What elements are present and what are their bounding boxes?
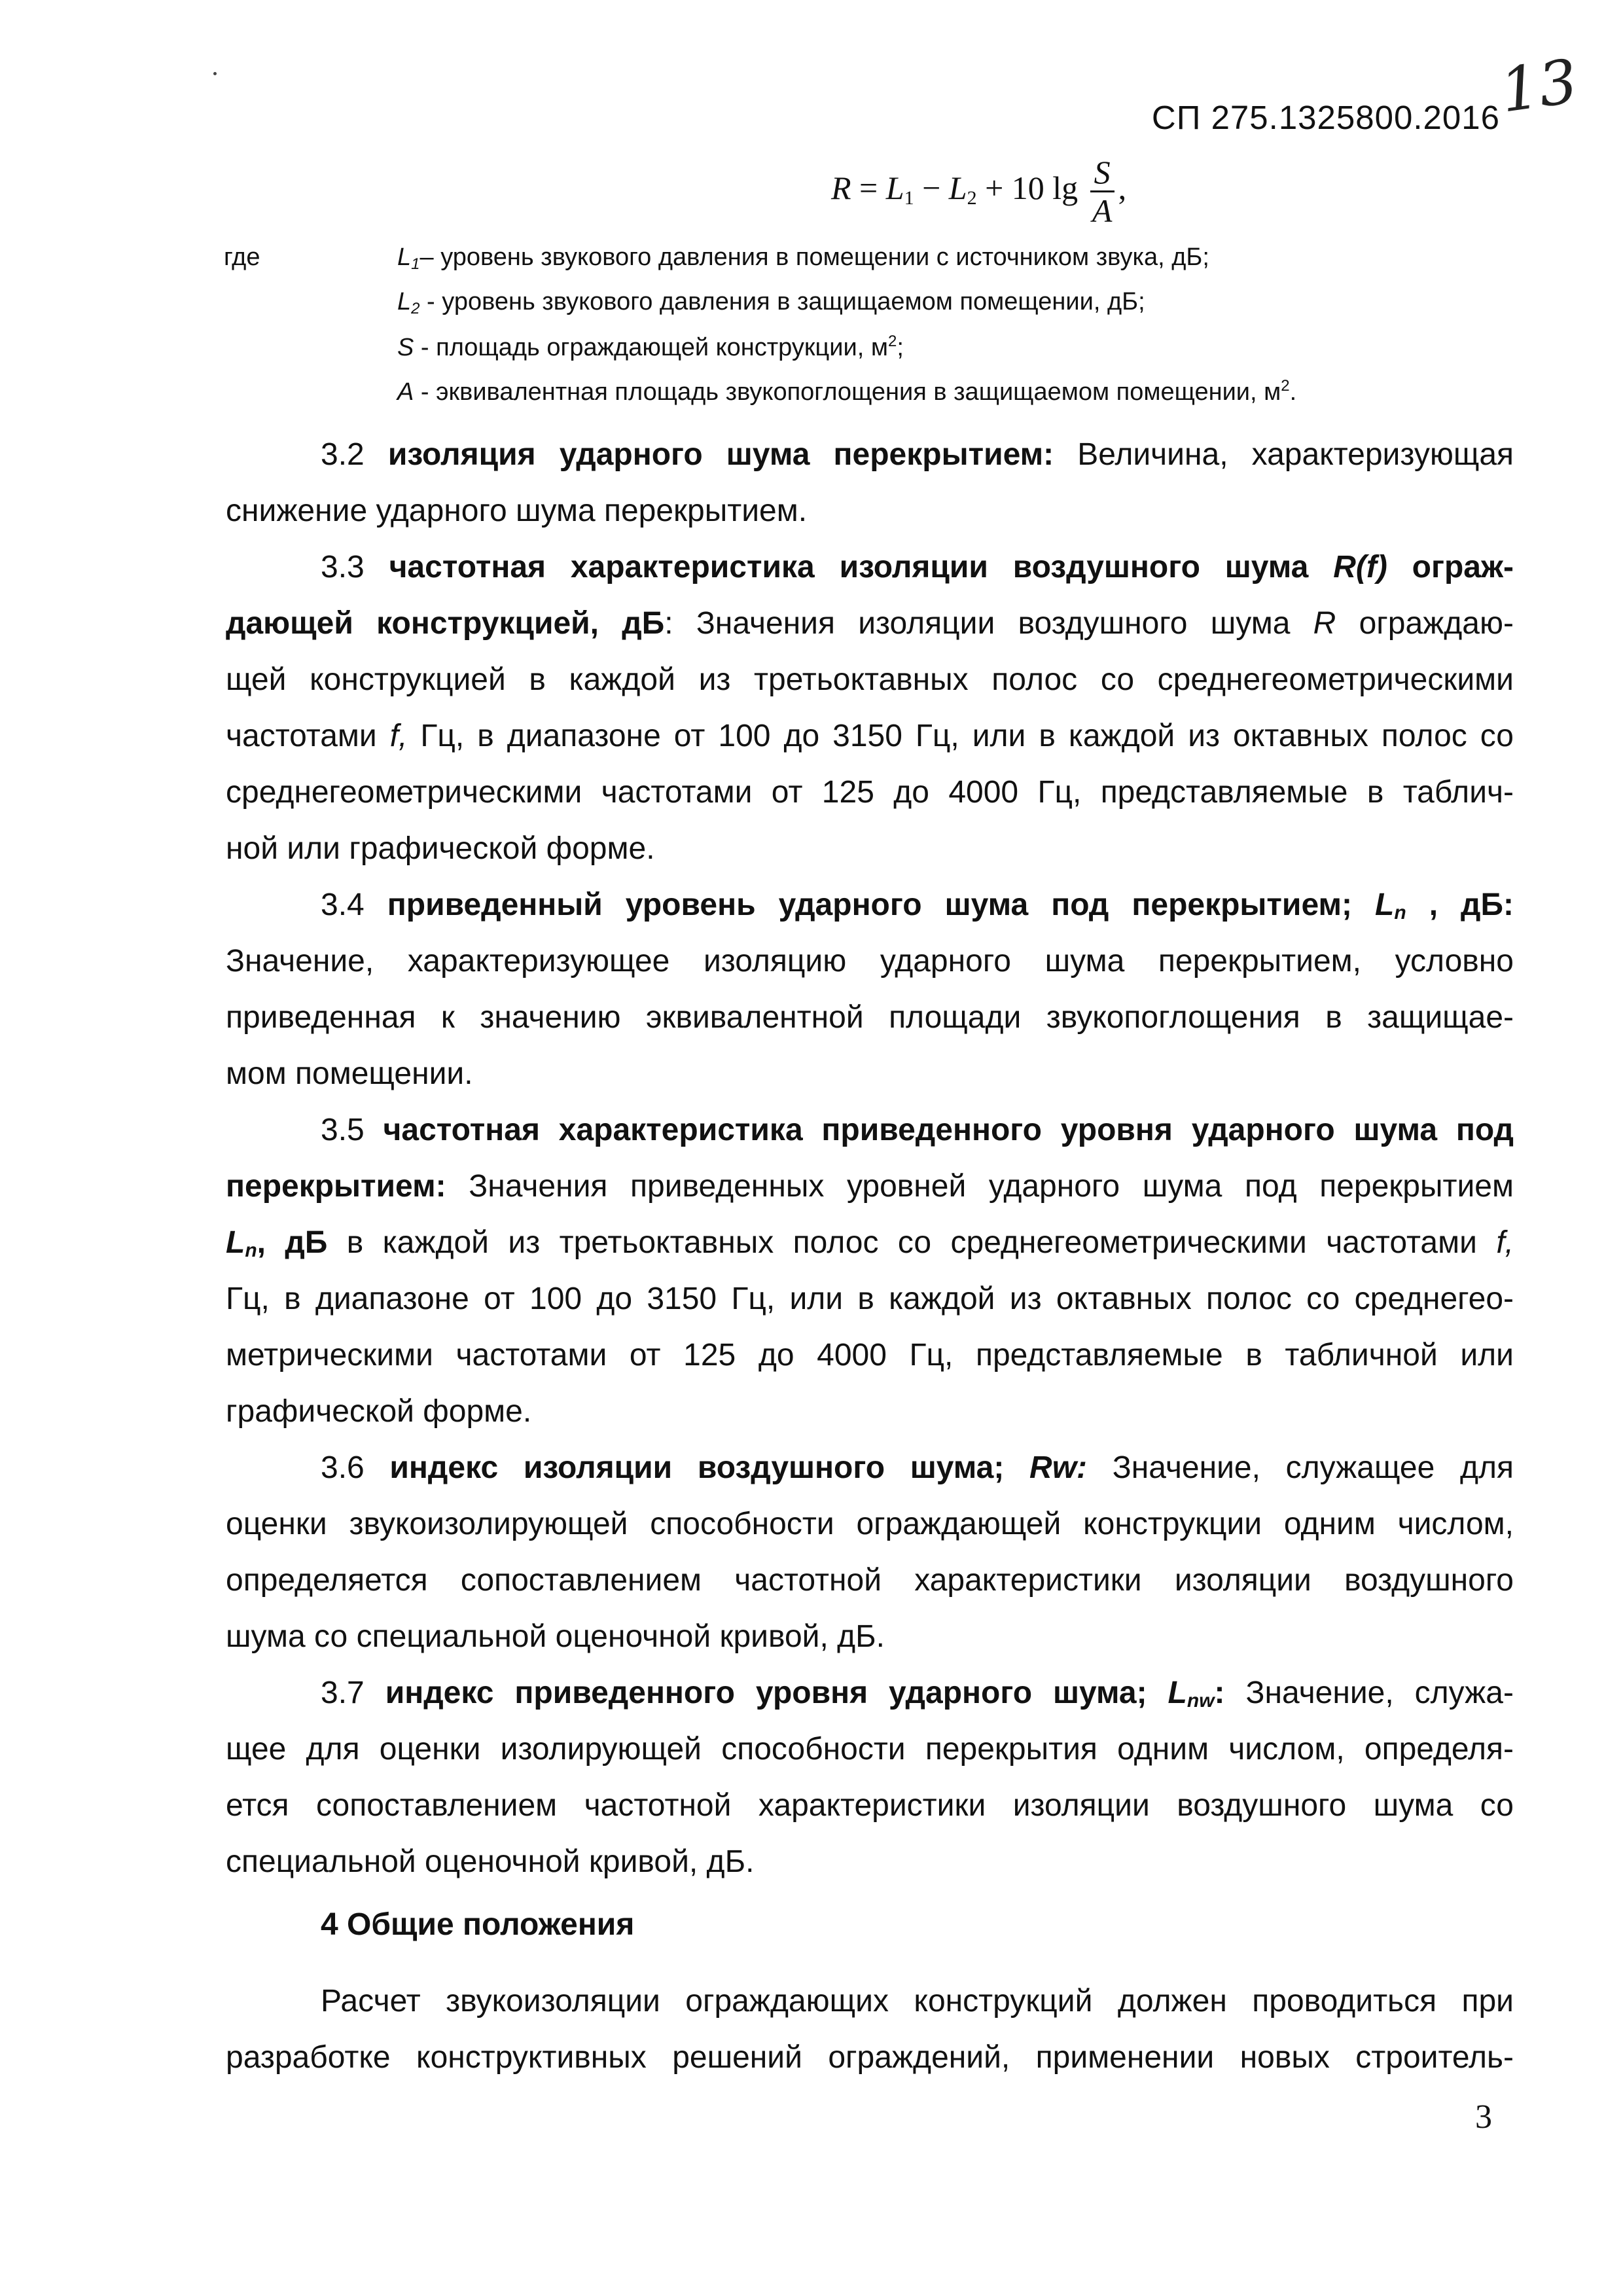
document-code: СП 275.1325800.2016 xyxy=(1151,99,1500,136)
legend-where-label: где xyxy=(224,243,260,271)
clause-3-5: 3.5 частотная характеристика приведенного уровня ударного шума под перекрытием: Значения приведенных уровней ударного шума под перекрытием $L_n$, дБ в каждой из третьоктавных полос со среднегеометрическими частотами f, Гц, в диапазоне от 100 до 3150 Гц, или в каждой из октавных полос со среднегео- метрическими частотами от 125 до 4000 Гц, представляемые в табличной или графической форме. xyxy=(226,1113,1514,1429)
clause-3-6: 3.6 индекс изоляции воздушного шума; Rw: Значение, служащее для оценки звукоизолирующей способности ограждающей конструкции одним числом, определяется сопоставлением частотной характеристики изоляции воздушного шума со специальной оценочной кривой, дБ. xyxy=(226,1450,1514,1654)
clause-3-3: 3.3 частотная характеристика изоляции воздушного шума R(f) ограж- дающей конструкцией, дБ: Значения изоляции воздушного шума R ограждаю- щей конструкцией в каждой из третьоктавных полос со среднегеометрическими частотами f, Гц, в диапазоне от 100 до 3150 Гц, или в каждой из октавных полос со среднегеометрическими частотами от 125 до 4000 Гц, представляемые в таблич- ной или графической форме. xyxy=(226,550,1514,866)
sound-insulation-formula: $R = L_1 - L_2 + 10$ lg $\frac{S}{A}$ , xyxy=(831,154,1127,229)
scan-speck xyxy=(213,72,217,75)
legend-item-s: S - площадь ограждающей конструкции, $м^2$; xyxy=(397,332,904,361)
page-number: 3 xyxy=(1475,2098,1492,2136)
legend-item-l2: $L_2$ - уровень звукового давления в защищаемом помещении, дБ; xyxy=(397,288,1145,317)
clause-3-2: 3.2 изоляция ударного шума перекрытием: Величина, характеризующая снижение ударного шума перекрытием. xyxy=(226,437,1514,528)
section-4-paragraph: Расчет звукоизоляции ограждающих конструкций должен проводиться при разработке конструктивных решений ограждений, применении новых строитель- xyxy=(226,1984,1514,2075)
section-4-title: 4 Общие положения xyxy=(321,1907,635,1942)
clause-3-4: 3.4 приведенный уровень ударного шума под перекрытием; $L_n$ , дБ: Значение, характеризующее изоляцию ударного шума перекрытием, условно приведенная к значению эквивалентной площади звукопоглощения в защищае- мом помещении. xyxy=(226,888,1514,1091)
formula-fraction: $\frac{S}{A}$ xyxy=(1090,154,1115,229)
handwritten-page-mark: 13 xyxy=(1496,46,1582,126)
legend-item-l1: $L_1-$ уровень звукового давления в помещении с источником звука, дБ; xyxy=(397,243,1209,273)
clause-3-7: 3.7 индекс приведенного уровня ударного шума; $L_{nw}$: Значение, служа- щее для оценки изолирующей способности перекрытия одним числом, определя- ется сопоставлением частотной характеристики изоляции воздушного шума со специальной оценочной кривой, дБ. xyxy=(226,1676,1514,1879)
legend-item-a: A - эквивалентная площадь звукопоглощения в защищаемом помещении, $м^2$. xyxy=(397,377,1297,406)
